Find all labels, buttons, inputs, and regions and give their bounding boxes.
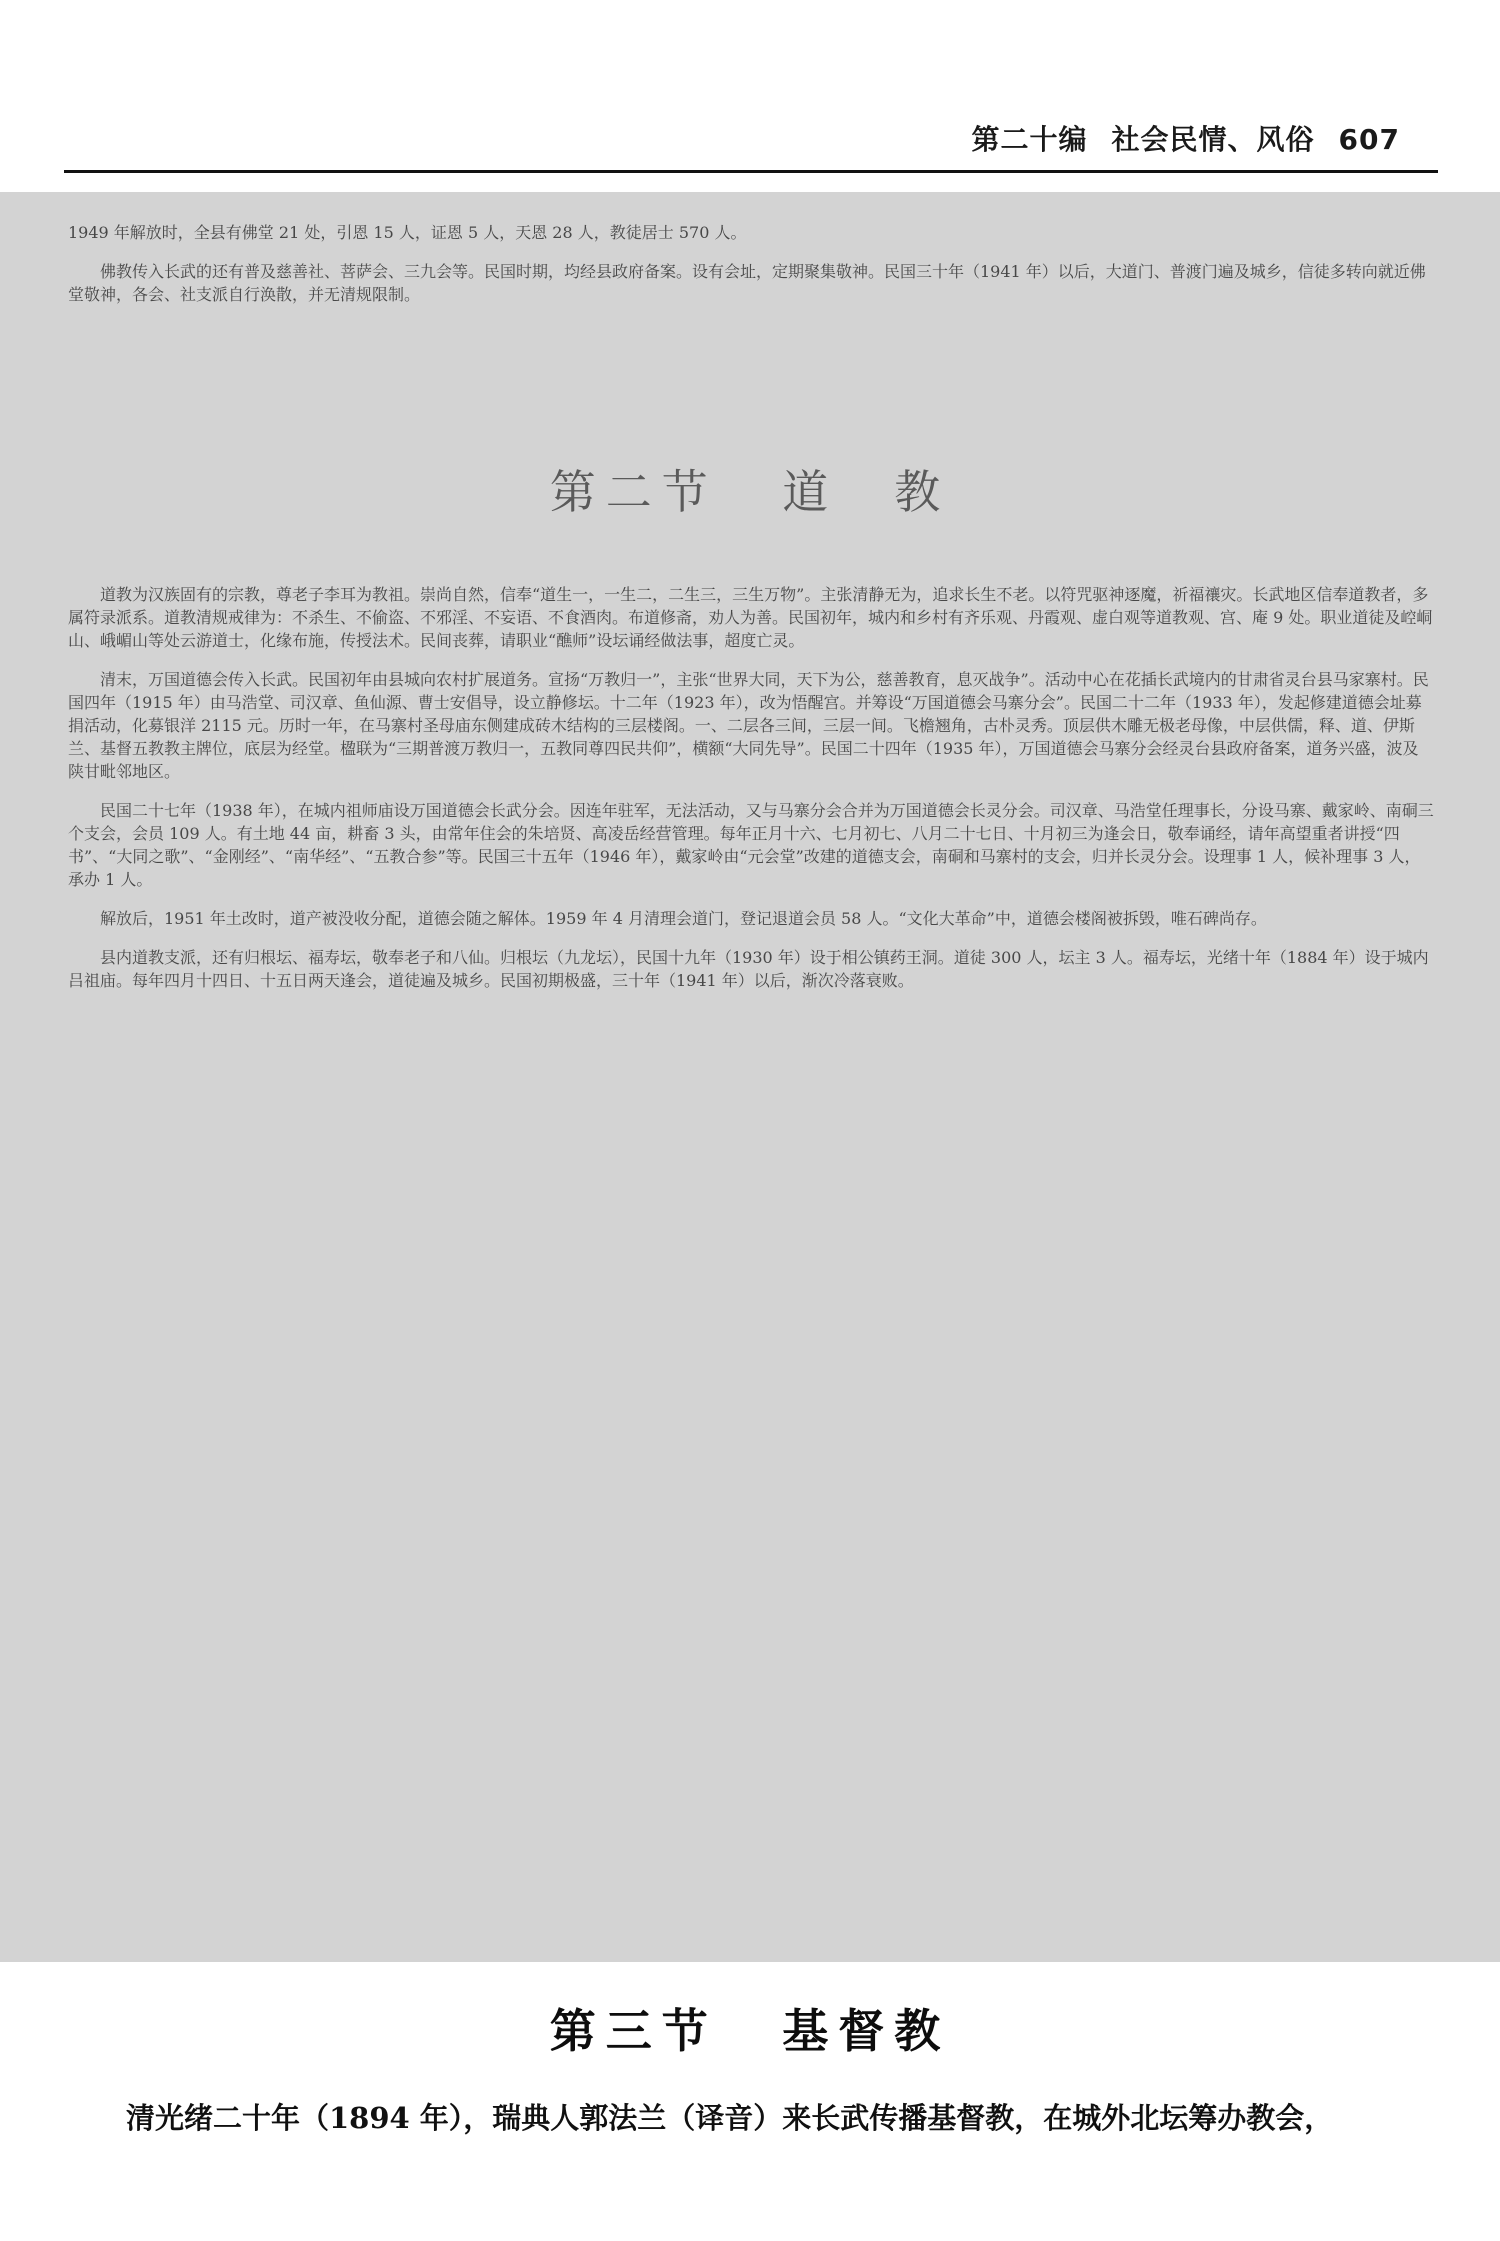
- section-number: 第二节: [549, 465, 718, 519]
- page-header: [0, 0, 1500, 190]
- paragraph: 民国二十七年（1938 年），在城内祖师庙设万国道德会长武分会。因连年驻军，无法活动，又与马寨分会合并为万国道德会长灵分会。司汉章、马浩堂任理事长，分设马寨、戴家岭、南硐三个支会，会员 109 人。有土地 44 亩，耕畜 3 头，由常年住会的朱培贤、高凌岳经营管理。每年正月十六、七月初七、八月二十七日、十月初三为逢会日，敬奉诵经，请年高望重者讲授“四书”、“大同之歌”、“金刚经”、“南华经”、“五教合参”等。民国三十五年（1946 年），戴家岭由“元会堂”改建的道德支会，南硐和马寨村的支会，归并长灵分会。设理事 1 人，候补理事 3 人，承办 1 人。: [68, 801, 1434, 889]
- section-name: 基督教: [782, 2004, 951, 2058]
- paragraph: 清末，万国道德会传入长武。民国初年由县城向农村扩展道务。宣扬“万教归一”，主张“世界大同，天下为公，慈善教育，息灭战争”。活动中心在花插长武境内的甘肃省灵台县马家寨村。民国四年（1915 年）由马浩堂、司汉章、鱼仙源、曹士安倡导，设立静修坛。十二年（1923 年），改为悟醒宫。并筹设“万国道德会马寨分会”。民国二十二年（1933 年），发起修建道德会址募捐活动，化募银洋 2115 元。历时一年，在马寨村圣母庙东侧建成砖木结构的三层楼阁。一、二层各三间，三层一间。飞檐翘角，古朴灵秀。顶层供木雕无极老母像，中层供儒，释、道、伊斯兰、基督五教教主牌位，底层为经堂。楹联为“三期普渡万教归一，五教同尊四民共仰”，横额“大同先导”。民国二十四年（1935 年），万国道德会马寨分会经灵台县政府备案，道务兴盛，波及陕甘毗邻地区。: [68, 670, 1429, 781]
- paragraph: 县内道教支派，还有归根坛、福寿坛，敬奉老子和八仙。归根坛（九龙坛），民国十九年（1930 年）设于相公镇药王洞。道徒 300 人，坛主 3 人。福寿坛，光绪十年（1884 年）设于城内吕祖庙。每年四月十四日、十五日两天逢会，道徒遍及城乡。民国初期极盛，三十年（1941 年）以后，渐次冷落衰败。: [68, 948, 1429, 990]
- section-2-title: [0, 456, 1500, 522]
- part-label: 第二十编: [971, 123, 1088, 156]
- section-3-title: [0, 1995, 1500, 2061]
- section-3-body: [68, 2094, 1434, 2143]
- paragraph: 1949 年解放时，全县有佛堂 21 处，引恩 15 人，证恩 5 人，天恩 28 人，教徒居士 570 人。: [68, 223, 747, 242]
- running-head: [972, 118, 1400, 158]
- header-rule: [64, 170, 1438, 173]
- page-number: 607: [1338, 123, 1400, 156]
- section-name: 道 教: [782, 465, 951, 519]
- paragraph: 道教为汉族固有的宗教，尊老子李耳为教祖。崇尚自然，信奉“道生一，一生二，二生三，三生万物”。主张清静无为，追求长生不老。以符咒驱神逐魔，祈福禳灾。长武地区信奉道教者，多属符录派系。道教清规戒律为：不杀生、不偷盗、不邪淫、不妄语、不食酒肉。布道修斋，劝人为善。民国初年，城内和乡村有齐乐观、丹霞观、虚白观等道教观、宫、庵 9 处。职业道徒及崆峒山、峨嵋山等处云游道士，化缘布施，传授法术。民间丧葬，请职业“醮师”设坛诵经做法事，超度亡灵。: [68, 585, 1433, 650]
- part-title: 社会民情、风俗: [1111, 123, 1315, 156]
- section-2-body: [68, 566, 1434, 1007]
- paragraph: 解放后，1951 年土改时，道产被没收分配，道德会随之解体。1959 年 4 月清理会道门，登记退道会员 58 人。“文化大革命”中，道德会楼阁被拆毁，唯石碑尚存。: [100, 909, 1267, 928]
- paragraph: 清光绪二十年（1894 年），瑞典人郭法兰（译音）来长武传播基督教，在城外北坛筹办教会，: [126, 2101, 1334, 2135]
- paragraph: 佛教传入长武的还有普及慈善社、菩萨会、三九会等。民国时期，均经县政府备案。设有会址，定期聚集敬神。民国三十年（1941 年）以后，大道门、普渡门遍及城乡，信徒多转向就近佛堂敬神，各会、社支派自行涣散，并无清规限制。: [68, 262, 1426, 304]
- buddhism-continuation: [68, 204, 1434, 321]
- section-number: 第三节: [549, 2004, 718, 2058]
